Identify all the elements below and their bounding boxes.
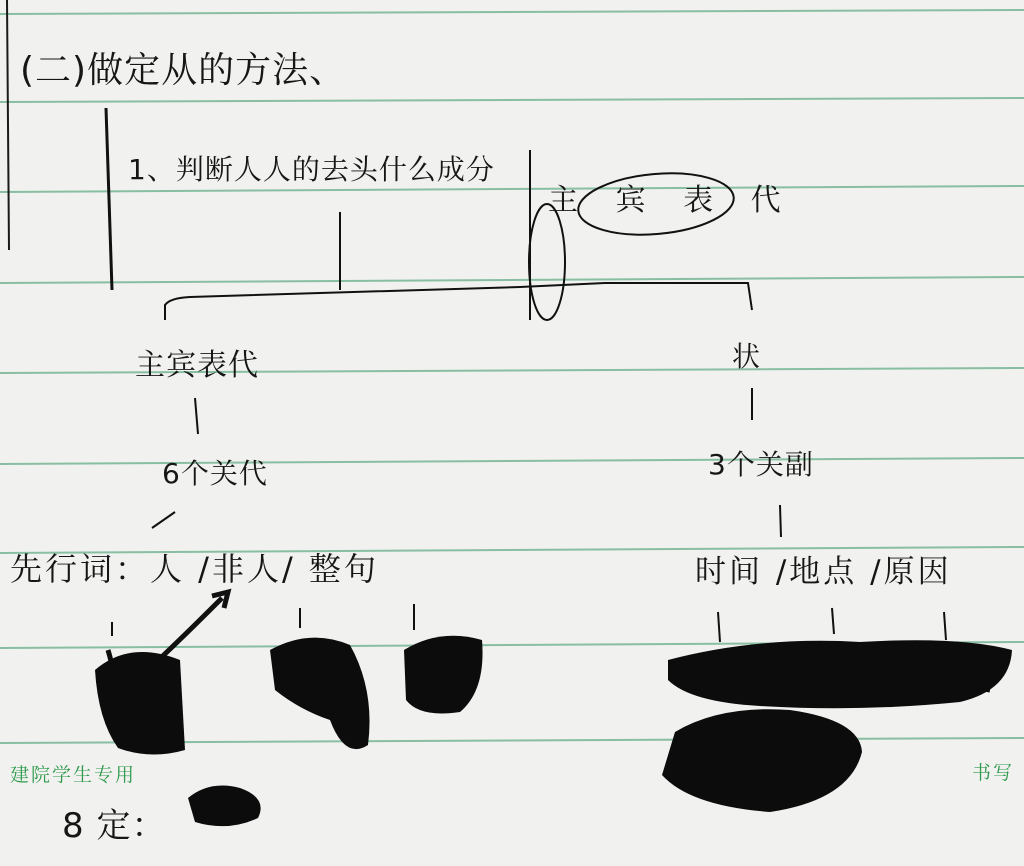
- footer-right: 书写: [972, 762, 1015, 784]
- right-branch-label: 状: [732, 340, 762, 373]
- margin-line: [7, 0, 9, 250]
- left-branch-count: 6个关代: [162, 457, 268, 490]
- left-branch-relatives: 先行词：人 /非人/ 整句: [10, 550, 379, 588]
- footer-note: 8 定：: [62, 806, 167, 846]
- bracket-line: [106, 108, 112, 290]
- footer-left: 建院学生专用: [10, 764, 137, 786]
- step-1-heading: 1、判断人人的去头什么成分: [128, 153, 495, 186]
- circle-mark: [529, 204, 565, 320]
- scribble-redaction-icon: [95, 636, 1015, 826]
- right-branch-relatives: 时间 /地点 /原因: [695, 554, 952, 590]
- page-title: (二)做定从的方法、: [20, 50, 347, 91]
- roles-label: 主 宾 表 代: [548, 183, 795, 218]
- right-branch-count: 3个关副: [708, 448, 814, 481]
- left-branch-label: 主宾表代: [135, 348, 259, 383]
